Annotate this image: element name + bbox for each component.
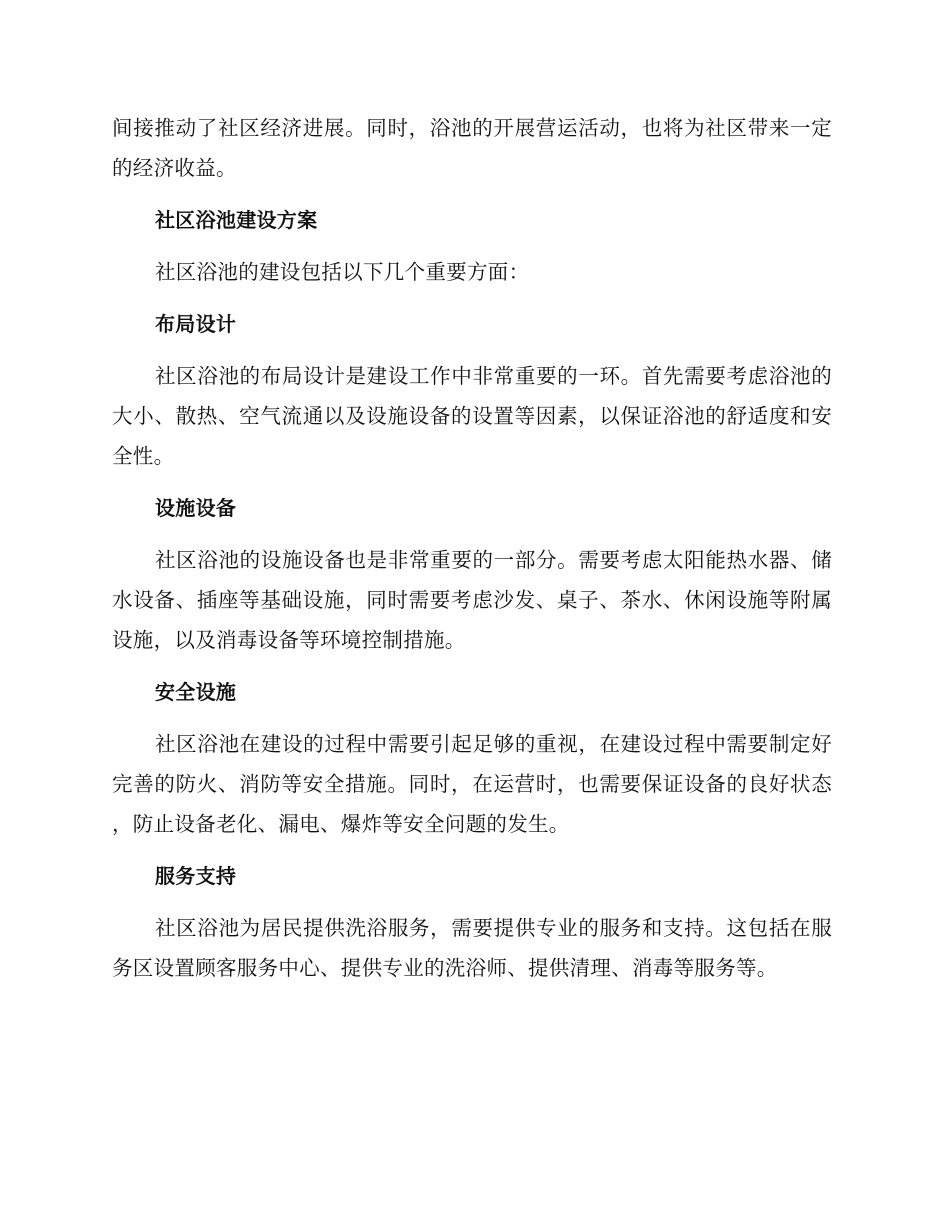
section-intro: 社区浴池的建设包括以下几个重要方面： [155,260,530,284]
document-body [112,108,832,1000]
subsection-heading-layout: 布局设计 [155,312,237,336]
subsection-body-facilities: 社区浴池的设施设备也是非常重要的一部分。需要考虑太阳能热水器、储水设备、插座等基础设施，同时需要考虑沙发、桌子、茶水、休闲设施等附属设施，以及消毒设备等环境控制措施。 [112,548,832,652]
intro-paragraph: 间接推动了社区经济进展。同时，浴池的开展营运活动，也将为社区带来一定的经济收益。 [112,116,832,180]
subsection-heading-facilities: 设施设备 [155,496,237,520]
subsection-heading-service: 服务支持 [155,864,237,888]
subsection-body-safety: 社区浴池在建设的过程中需要引起足够的重视，在建设过程中需要制定好完善的防火、消防等安全措施。同时，在运营时，也需要保证设备的良好状态，防止设备老化、漏电、爆炸等安全问题的发生。 [112,732,832,836]
subsection-body-layout: 社区浴池的布局设计是建设工作中非常重要的一环。首先需要考虑浴池的大小、散热、空气流通以及设施设备的设置等因素，以保证浴池的舒适度和安全性。 [112,364,832,468]
section-title: 社区浴池建设方案 [155,208,318,232]
subsection-heading-safety: 安全设施 [155,680,237,704]
subsection-body-service: 社区浴池为居民提供洗浴服务，需要提供专业的服务和支持。这包括在服务区设置顾客服务中心、提供专业的洗浴师、提供清理、消毒等服务等。 [112,916,832,980]
